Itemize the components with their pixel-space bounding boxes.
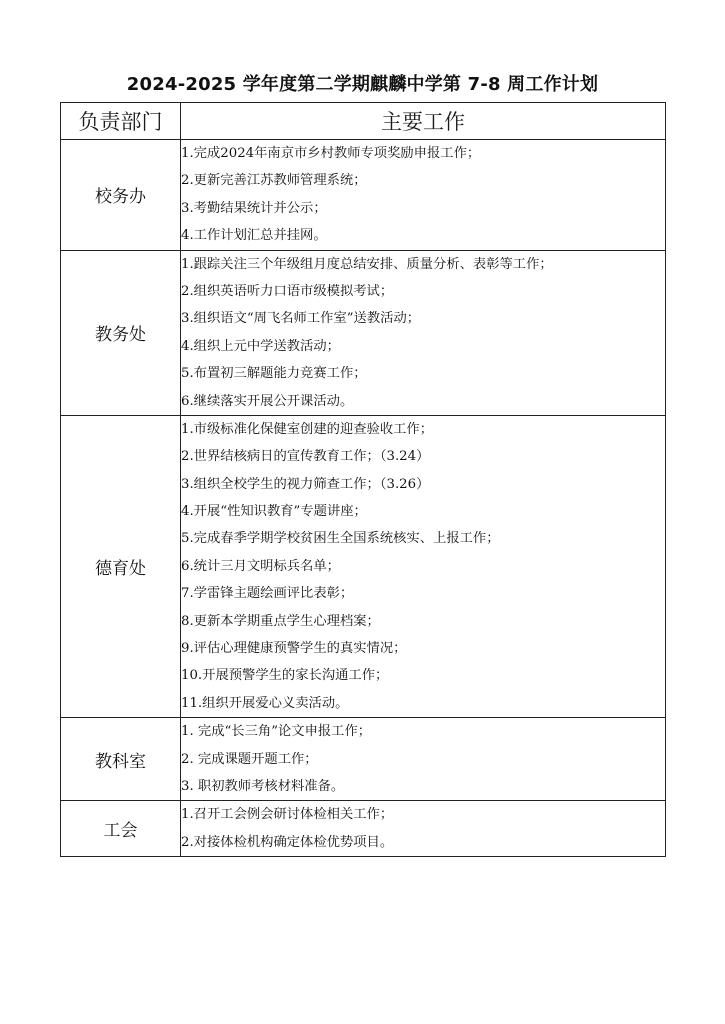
work-plan-table	[60, 102, 666, 857]
work-items-cell	[181, 250, 666, 415]
work-item: 2.组织英语听力口语市级模拟考试；	[181, 283, 394, 299]
work-items-cell	[181, 415, 666, 717]
table-row-labor-union	[61, 801, 666, 857]
work-item: 2.对接体检机构确定体检优势项目。	[181, 834, 394, 850]
work-item: 2.更新完善江苏教师管理系统；	[181, 173, 367, 189]
work-items-cell	[181, 801, 666, 857]
column-header-main-work: 主要工作	[181, 103, 666, 140]
table-row-academic-affairs-office	[61, 250, 666, 415]
work-item: 3.考勤结果统计并公示；	[181, 200, 327, 216]
work-item: 1.召开工会例会研讨体检相关工作；	[181, 807, 394, 823]
department-cell: 工会	[61, 801, 181, 857]
department-cell: 教务处	[61, 250, 181, 415]
work-item: 10.开展预警学生的家长沟通工作；	[181, 668, 389, 684]
table-row-research-office	[61, 718, 666, 801]
work-item: 2. 完成课题开题工作；	[181, 751, 318, 767]
department-cell: 教科室	[61, 718, 181, 801]
work-item: 1.跟踪关注三个年级组月度总结安排、质量分析、表彰等工作；	[181, 256, 553, 272]
work-item: 6.继续落实开展公开课活动。	[181, 393, 354, 409]
work-item: 1.市级标准化保健室创建的迎查验收工作；	[181, 421, 434, 437]
work-items-cell	[181, 718, 666, 801]
work-item: 5.完成春季学期学校贫困生全国系统核实、上报工作；	[181, 531, 500, 547]
table-row-school-affairs-office	[61, 140, 666, 251]
work-item: 3.组织语文“周飞名师工作室”送教活动；	[181, 311, 421, 327]
table-header-row	[61, 103, 666, 140]
department-cell: 校务办	[61, 140, 181, 251]
work-item: 8.更新本学期重点学生心理档案；	[181, 613, 380, 629]
work-item: 7.学雷锋主题绘画评比表彰；	[181, 586, 354, 602]
work-item: 3.组织全校学生的视力筛查工作；（3.26）	[181, 476, 430, 492]
work-items-cell	[181, 140, 666, 251]
department-cell: 德育处	[61, 415, 181, 717]
work-item: 9.评估心理健康预警学生的真实情况；	[181, 641, 407, 657]
work-item: 1. 完成“长三角”论文申报工作；	[181, 724, 372, 740]
work-item: 6.统计三月文明标兵名单；	[181, 558, 340, 574]
work-item: 4.工作计划汇总并挂网。	[181, 228, 327, 244]
work-item: 3. 职初教师考核材料准备。	[181, 778, 345, 794]
work-item: 4.组织上元中学送教活动；	[181, 338, 340, 354]
page-title: 2024-2025 学年度第二学期麒麟中学第 7-8 周工作计划	[126, 74, 599, 95]
work-item: 11.组织开展爱心义卖活动。	[181, 695, 349, 711]
work-item: 2.世界结核病日的宣传教育工作；（3.24）	[181, 449, 430, 465]
table-row-moral-education-office	[61, 415, 666, 717]
work-item: 5.布置初三解题能力竞赛工作；	[181, 366, 367, 382]
column-header-department: 负责部门	[61, 103, 181, 140]
work-item: 4.开展“性知识教育”专题讲座；	[181, 504, 367, 520]
work-item: 1.完成2024年南京市乡村教师专项奖励申报工作；	[181, 146, 481, 161]
